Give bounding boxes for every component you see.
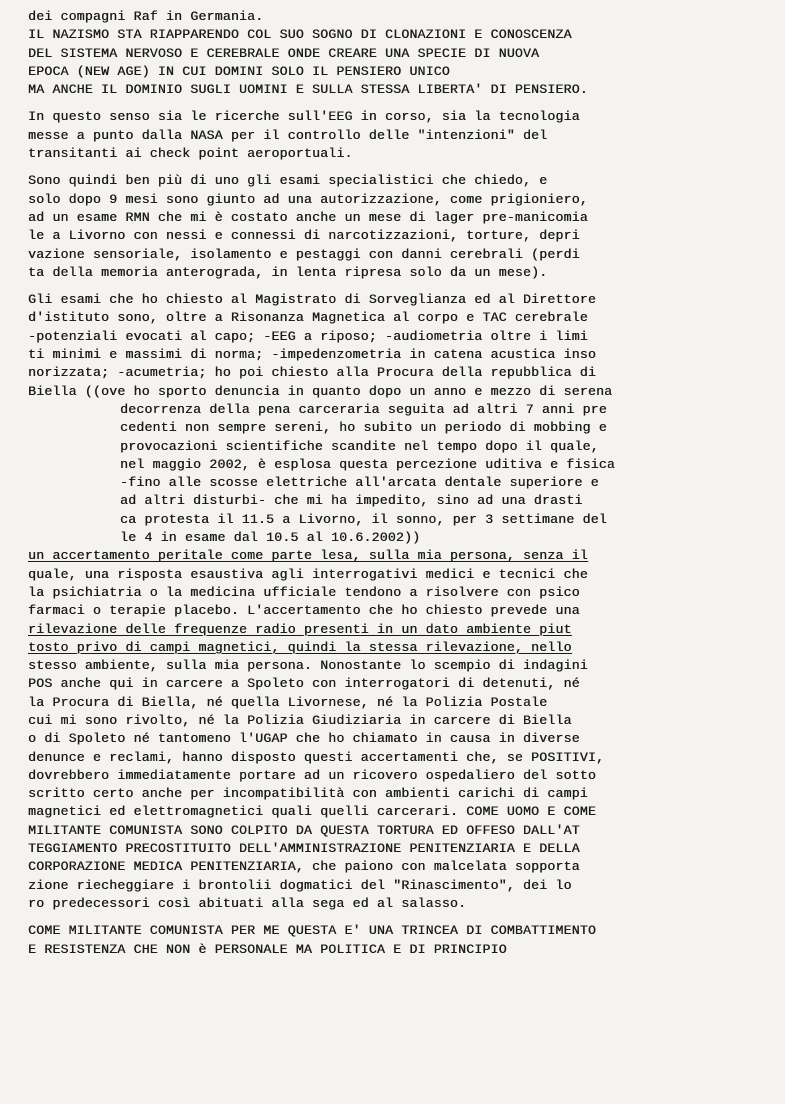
text-line: ta della memoria anterograda, in lenta ripresa solo da un mese). bbox=[28, 264, 548, 280]
text-line: d'istituto sono, oltre a Risonanza Magnetica al corpo e TAC cerebrale bbox=[28, 310, 588, 326]
text-line: IL NAZISMO STA RIAPPARENDO COL SUO SOGNO DI CLONAZIONI E CONOSCENZA bbox=[28, 27, 572, 43]
text-line: farmaci o terapie placebo. L'accertamento che ho chiesto prevede una bbox=[28, 603, 580, 619]
text-line: MA ANCHE IL DOMINIO SUGLI UOMINI E SULLA STESSA LIBERTA' DI PENSIERO. bbox=[28, 82, 588, 98]
text-line-underlined: un accertamento peritale come parte lesa, sulla mia persona, senza il bbox=[28, 548, 588, 564]
text-line: dei compagni Raf in Germania. bbox=[28, 9, 264, 24]
intro-paragraph bbox=[28, 8, 767, 99]
text-line: ca protesta il 11.5 a Livorno, il sonno, per 3 settimane del bbox=[120, 511, 607, 527]
text-line: ad un esame RMN che mi è costato anche un mese di lager pre-manicomia bbox=[28, 209, 588, 225]
indented-parenthetical bbox=[28, 401, 767, 547]
text-line: scritto certo anche per incompatibilità con ambienti carichi di campi bbox=[28, 786, 588, 802]
paragraph-closing-statement bbox=[28, 922, 767, 959]
text-line: In questo senso sia le ricerche sull'EEG in corso, sia la tecnologia bbox=[28, 109, 580, 125]
text-line: dovrebbero immediatamente portare ad un ricovero ospedaliero del sotto bbox=[28, 767, 596, 783]
text-line: ad altri disturbi- che mi ha impedito, sino ad una drasti bbox=[120, 493, 583, 509]
text-line: denunce e reclami, hanno disposto questi accertamenti che, se POSITIVI, bbox=[28, 749, 605, 765]
paragraph-eeg-research bbox=[28, 108, 767, 163]
text-line: DEL SISTEMA NERVOSO E CEREBRALE ONDE CREARE UNA SPECIE DI NUOVA bbox=[28, 45, 540, 61]
paragraph-exams-requested bbox=[28, 172, 767, 282]
text-line: ro predecessori così abituati alla sega ed al salasso. bbox=[28, 895, 467, 911]
text-line: norizzata; -acumetria; ho poi chiesto alla Procura della repubblica di bbox=[28, 365, 596, 381]
text-line: Sono quindi ben più di uno gli esami specialistici che chiedo, e bbox=[28, 173, 548, 189]
text-line: COME MILITANTE COMUNISTA PER ME QUESTA E' UNA TRINCEA DI COMBATTIMENTO bbox=[28, 923, 596, 939]
text-line: le 4 in esame dal 10.5 al 10.6.2002)) bbox=[120, 530, 421, 546]
text-line: zione riecheggiare i brontolii dogmatici del "Rinascimento", dei lo bbox=[28, 877, 572, 893]
text-line: stesso ambiente, sulla mia persona. Nonostante lo scempio di indagini bbox=[28, 658, 588, 674]
text-line: E RESISTENZA CHE NON è PERSONALE MA POLITICA E DI PRINCIPIO bbox=[28, 941, 507, 957]
text-line: nel maggio 2002, è esplosa questa percezione uditiva e fisica bbox=[120, 456, 615, 472]
text-line: -fino alle scosse elettriche all'arcata dentale superiore e bbox=[120, 475, 599, 491]
text-line-underlined: rilevazione delle frequenze radio presenti in un dato ambiente piut bbox=[28, 621, 572, 637]
text-line: cui mi sono rivolto, né la Polizia Giudiziaria in carcere di Biella bbox=[28, 712, 572, 728]
text-line: la Procura di Biella, né quella Livornese, né la Polizia Postale bbox=[28, 694, 548, 710]
text-line: la psichiatria o la medicina ufficiale tendono a risolvere con psico bbox=[28, 584, 580, 600]
text-line: MILITANTE COMUNISTA SONO COLPITO DA QUESTA TORTURA ED OFFESO DALL'AT bbox=[28, 822, 580, 838]
text-line: ti minimi e massimi di norma; -impedenzometria in catena acustica inso bbox=[28, 347, 596, 363]
text-line: TEGGIAMENTO PRECOSTITUITO DELL'AMMINISTRAZIONE PENITENZIARIA E DELLA bbox=[28, 841, 580, 857]
text-line: magnetici ed elettromagnetici quali quelli carcerari. COME UOMO E COME bbox=[28, 804, 596, 820]
text-line: provocazioni scientifiche scandite nel tempo dopo il quale, bbox=[120, 438, 599, 454]
text-line: decorrenza della pena carceraria seguita ad altri 7 anni pre bbox=[120, 401, 607, 417]
text-line: le a Livorno con nessi e connessi di narcotizzazioni, torture, depri bbox=[28, 228, 580, 244]
text-line: cedenti non sempre sereni, ho subito un periodo di mobbing e bbox=[120, 420, 607, 436]
text-line: Biella ((ove ho sporto denuncia in quanto dopo un anno e mezzo di serena bbox=[28, 383, 613, 399]
text-line: vazione sensoriale, isolamento e pestaggi con danni cerebrali (perdi bbox=[28, 246, 580, 262]
text-line: POS anche qui in carcere a Spoleto con interrogatori di detenuti, né bbox=[28, 676, 580, 692]
text-line: EPOCA (NEW AGE) IN CUI DOMINI SOLO IL PENSIERO UNICO bbox=[28, 63, 450, 79]
text-line: quale, una risposta esaustiva agli interrogativi medici e tecnici che bbox=[28, 566, 588, 582]
text-line-underlined: tosto privo di campi magnetici, quindi la stessa rilevazione, nello bbox=[28, 639, 572, 655]
paragraph-exam-list bbox=[28, 291, 767, 913]
text-line: Gli esami che ho chiesto al Magistrato di Sorveglianza ed al Direttore bbox=[28, 292, 596, 308]
text-line: messe a punto dalla NASA per il controllo delle "intenzioni" del bbox=[28, 127, 548, 143]
text-line: transitanti ai check point aeroportuali. bbox=[28, 146, 353, 162]
text-line: CORPORAZIONE MEDICA PENITENZIARIA, che paiono con malcelata sopporta bbox=[28, 859, 580, 875]
text-line: solo dopo 9 mesi sono giunto ad una autorizzazione, come prigioniero, bbox=[28, 191, 588, 207]
text-line: o di Spoleto né tantomeno l'UGAP che ho chiamato in causa in diverse bbox=[28, 731, 580, 747]
text-line: -potenziali evocati al capo; -EEG a riposo; -audiometria oltre i limi bbox=[28, 328, 588, 344]
